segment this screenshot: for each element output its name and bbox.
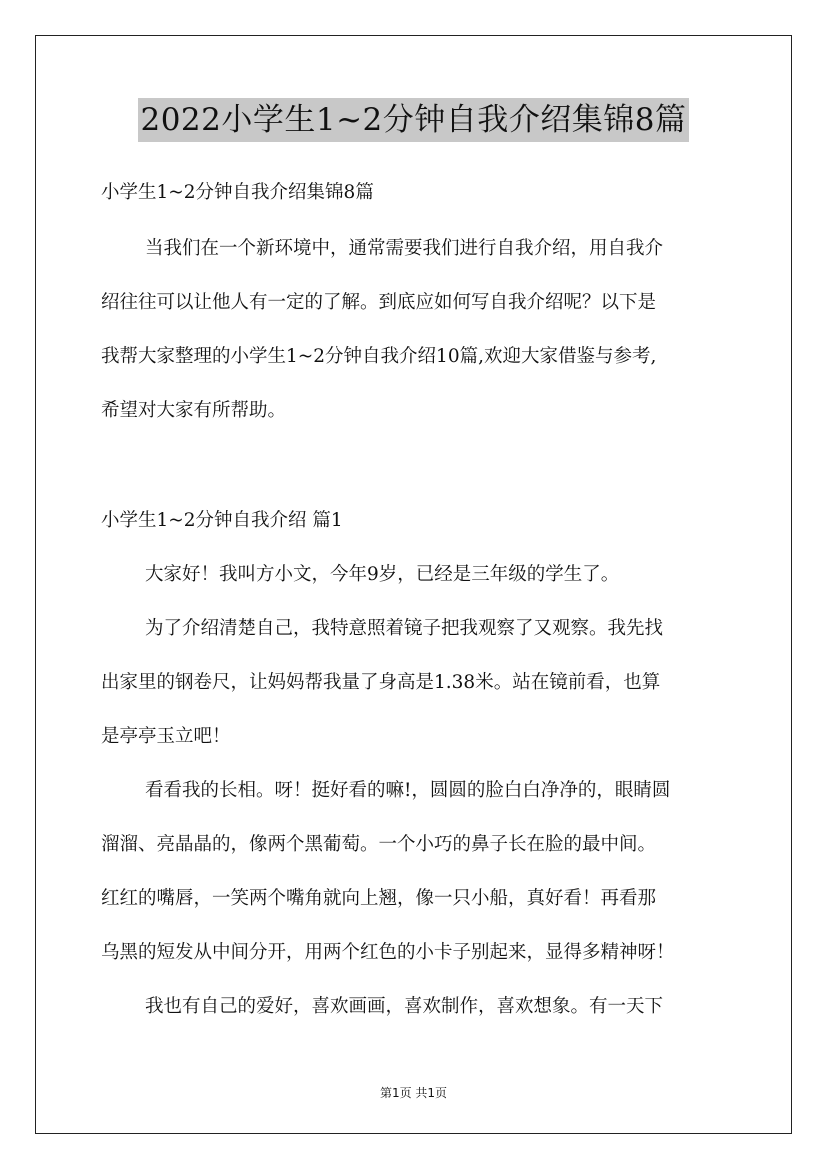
paragraph-line: 是亭亭玉立吧！ (101, 726, 231, 747)
title-container (0, 98, 827, 142)
paragraph-line: 为了介绍清楚自己，我特意照着镜子把我观察了又观察。我先找 (145, 618, 664, 639)
subtitle-line: 小学生1~2分钟自我介绍集锦8篇 (101, 182, 374, 203)
paragraph-line: 出家里的钢卷尺，让妈妈帮我量了身高是1.38米。站在镜前看，也算 (101, 672, 661, 693)
paragraph-line: 看看我的长相。呀！挺好看的嘛!，圆圆的脸白白净净的，眼睛圆 (145, 780, 671, 801)
paragraph-line: 红红的嘴唇，一笑两个嘴角就向上翘，像一只小船，真好看！再看那 (101, 888, 657, 909)
paragraph-line: 我帮大家整理的小学生1~2分钟自我介绍10篇,欢迎大家借鉴与参考, (101, 346, 657, 367)
paragraph-line: 当我们在一个新环境中，通常需要我们进行自我介绍，用自我介 (145, 238, 664, 259)
paragraph-line: 希望对大家有所帮助。 (101, 400, 287, 421)
paragraph-line: 乌黑的短发从中间分开，用两个红色的小卡子别起来，显得多精神呀！ (101, 942, 675, 963)
paragraph-line: 溜溜、亮晶晶的，像两个黑葡萄。一个小巧的鼻子长在脸的最中间。 (101, 834, 657, 855)
paragraph-line: 我也有自己的爱好，喜欢画画，喜欢制作，喜欢想象。有一天下 (145, 996, 664, 1017)
section-heading: 小学生1~2分钟自我介绍 篇1 (101, 510, 343, 531)
document-title: 2022小学生1~2分钟自我介绍集锦8篇 (138, 98, 688, 142)
paragraph-line: 绍往往可以让他人有一定的了解。到底应如何写自我介绍呢？以下是 (101, 292, 657, 313)
page-footer: 第1页 共1页 (379, 1086, 448, 1100)
paragraph-line: 大家好！我叫方小文，今年9岁，已经是三年级的学生了。 (145, 564, 620, 585)
